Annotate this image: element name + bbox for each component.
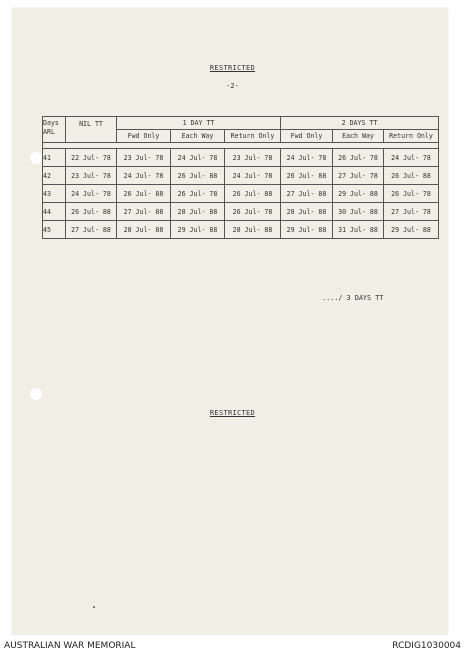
table-row (43, 203, 439, 221)
2days-fwd-cell: 26 Jul- 88 (281, 167, 333, 185)
header-nil-tt: NIL TT (66, 117, 117, 143)
1day-fwd-cell: 27 Jul- 88 (117, 203, 171, 221)
2days-return-cell: 26 Jul- 78 (384, 185, 439, 203)
1day-each-cell: 26 Jul- 78 (171, 185, 225, 203)
header-2-days-tt: 2 DAYS TT (281, 117, 439, 130)
subheader-2days-return: Return Only (384, 130, 439, 143)
2days-fwd-cell: 28 Jul- 88 (281, 203, 333, 221)
archive-reference: RCDIG1030004 (392, 641, 461, 651)
subheader-1day-return: Return Only (225, 130, 281, 143)
1day-return-cell: 26 Jul- 88 (225, 185, 281, 203)
subheader-1day-each: Each Way (171, 130, 225, 143)
days-cell: 43 (43, 185, 66, 203)
days-cell: 45 (43, 221, 66, 239)
header-days-arl: Days ARL (43, 117, 66, 143)
2days-fwd-cell: 24 Jul- 78 (281, 149, 333, 167)
1day-each-cell: 28 Jul- 88 (171, 203, 225, 221)
1day-each-cell: 29 Jul- 88 (171, 221, 225, 239)
1day-each-cell: 26 Jul- 88 (171, 167, 225, 185)
nil-tt-cell: 23 Jul- 78 (66, 167, 117, 185)
days-cell: 41 (43, 149, 66, 167)
paper-speck (93, 606, 95, 608)
1day-each-cell: 24 Jul- 78 (171, 149, 225, 167)
nil-tt-cell: 27 Jul- 88 (66, 221, 117, 239)
1day-fwd-cell: 26 Jul- 88 (117, 185, 171, 203)
days-cell: 42 (43, 167, 66, 185)
footer-marking: RESTRICTED (209, 409, 256, 417)
days-cell: 44 (43, 203, 66, 221)
2days-each-cell: 26 Jul- 78 (333, 149, 384, 167)
2days-each-cell: 31 Jul- 88 (333, 221, 384, 239)
nil-tt-cell: 26 Jul- 88 (66, 203, 117, 221)
table-row (43, 221, 439, 239)
2days-return-cell: 27 Jul- 78 (384, 203, 439, 221)
2days-fwd-cell: 29 Jul- 88 (281, 221, 333, 239)
subheader-2days-each: Each Way (333, 130, 384, 143)
archive-footer-bar (0, 637, 465, 654)
2days-fwd-cell: 27 Jul- 88 (281, 185, 333, 203)
subheader-1day-fwd: Fwd Only (117, 130, 171, 143)
document-page (12, 8, 448, 635)
1day-fwd-cell: 28 Jul- 88 (117, 221, 171, 239)
2days-each-cell: 27 Jul- 78 (333, 167, 384, 185)
1day-return-cell: 23 Jul- 78 (225, 149, 281, 167)
punch-hole-bottom (30, 388, 42, 400)
movement-table (42, 116, 439, 239)
1day-return-cell: 24 Jul- 78 (225, 167, 281, 185)
nil-tt-cell: 22 Jul- 78 (66, 149, 117, 167)
subheader-2days-fwd: Fwd Only (281, 130, 333, 143)
2days-each-cell: 30 Jul- 88 (333, 203, 384, 221)
header-1-day-tt: 1 DAY TT (117, 117, 281, 130)
1day-fwd-cell: 24 Jul- 78 (117, 167, 171, 185)
1day-return-cell: 28 Jul- 88 (225, 221, 281, 239)
page-number: -2- (226, 82, 239, 90)
nil-tt-cell: 24 Jul- 78 (66, 185, 117, 203)
2days-return-cell: 29 Jul- 88 (384, 221, 439, 239)
continuation-note: ..../ 3 DAYS TT (322, 294, 384, 302)
2days-return-cell: 24 Jul- 78 (384, 149, 439, 167)
punch-hole-top (30, 152, 42, 164)
table-row (43, 149, 439, 167)
2days-each-cell: 29 Jul- 88 (333, 185, 384, 203)
1day-fwd-cell: 23 Jul- 78 (117, 149, 171, 167)
table-row (43, 185, 439, 203)
1day-return-cell: 26 Jul- 78 (225, 203, 281, 221)
2days-return-cell: 26 Jul- 88 (384, 167, 439, 185)
table-row (43, 167, 439, 185)
header-marking: RESTRICTED (209, 64, 256, 72)
archive-name: AUSTRALIAN WAR MEMORIAL (4, 641, 136, 651)
